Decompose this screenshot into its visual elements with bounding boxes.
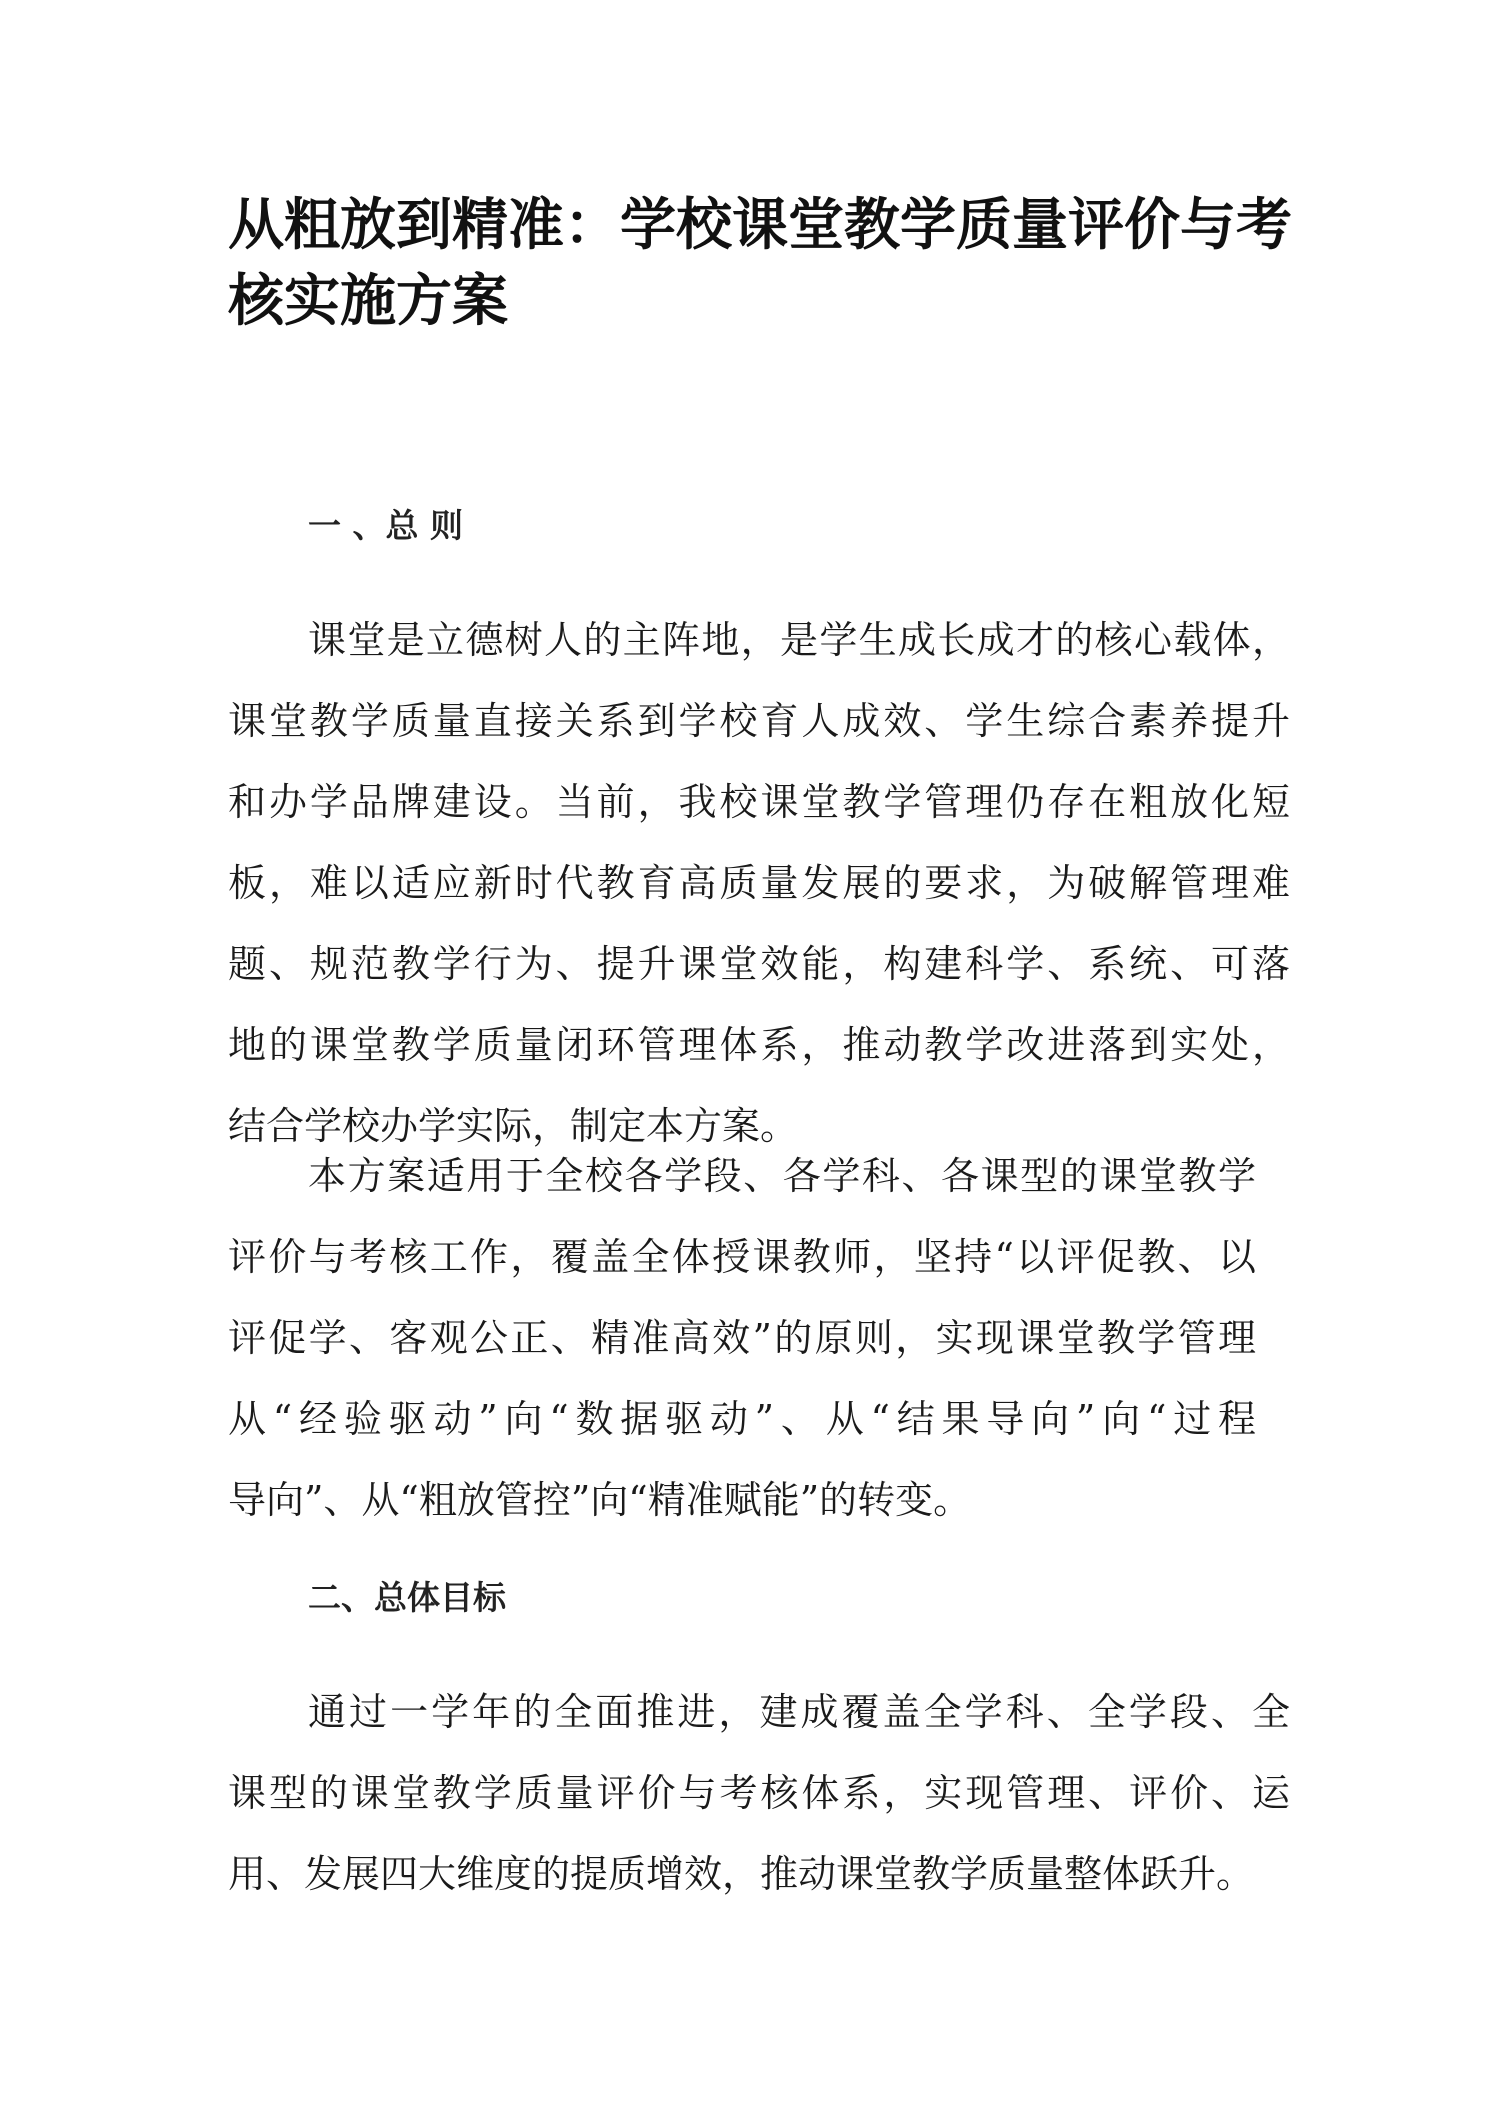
paragraph-goals bbox=[228, 1672, 1290, 1915]
paragraph-line: 评价与考核工作，覆盖全体授课教师，坚持“以评促教、以 bbox=[228, 1235, 1256, 1279]
paragraph-line: 和办学品牌建设。当前，我校课堂教学管理仍存在粗放化短 bbox=[228, 780, 1290, 824]
document-title: 从粗放到精准：学校课堂教学质量评价与考核实施方案 bbox=[228, 193, 1292, 334]
paragraph-line: 用、发展四大维度的提质增效，推动课堂教学质量整体跃升。 bbox=[228, 1852, 1255, 1896]
paragraph-background bbox=[228, 600, 1290, 1167]
paragraph-scope bbox=[228, 1136, 1256, 1541]
section-heading-overall-goals: 二、总体目标 bbox=[308, 1578, 506, 1617]
paragraph-line: 结合学校办学实际，制定本方案。 bbox=[228, 1104, 799, 1148]
paragraph-line: 地的课堂教学质量闭环管理体系，推动教学改进落到实处， bbox=[228, 1023, 1290, 1067]
paragraph-line: 从“经验驱动”向“数据驱动”、从“结果导向”向“过程 bbox=[228, 1397, 1256, 1441]
paragraph-line: 题、规范教学行为、提升课堂效能，构建科学、系统、可落 bbox=[228, 942, 1290, 986]
paragraph-line: 课型的课堂教学质量评价与考核体系，实现管理、评价、运 bbox=[228, 1771, 1290, 1815]
paragraph-line: 导向”、从“粗放管控”向“精准赋能”的转变。 bbox=[228, 1478, 972, 1522]
paragraph-line: 本方案适用于全校各学段、各学科、各课型的课堂教学 bbox=[308, 1154, 1256, 1198]
paragraph-line: 通过一学年的全面推进，建成覆盖全学科、全学段、全 bbox=[308, 1690, 1290, 1734]
section-heading-general-principles: 一 、总 则 bbox=[308, 506, 463, 545]
paragraph-line: 板，难以适应新时代教育高质量发展的要求，为破解管理难 bbox=[228, 861, 1290, 905]
paragraph-line: 评促学、客观公正、精准高效”的原则，实现课堂教学管理 bbox=[228, 1316, 1256, 1360]
paragraph-line: 课堂是立德树人的主阵地，是学生成长成才的核心载体， bbox=[308, 618, 1290, 662]
paragraph-line: 课堂教学质量直接关系到学校育人成效、学生综合素养提升 bbox=[228, 699, 1290, 743]
